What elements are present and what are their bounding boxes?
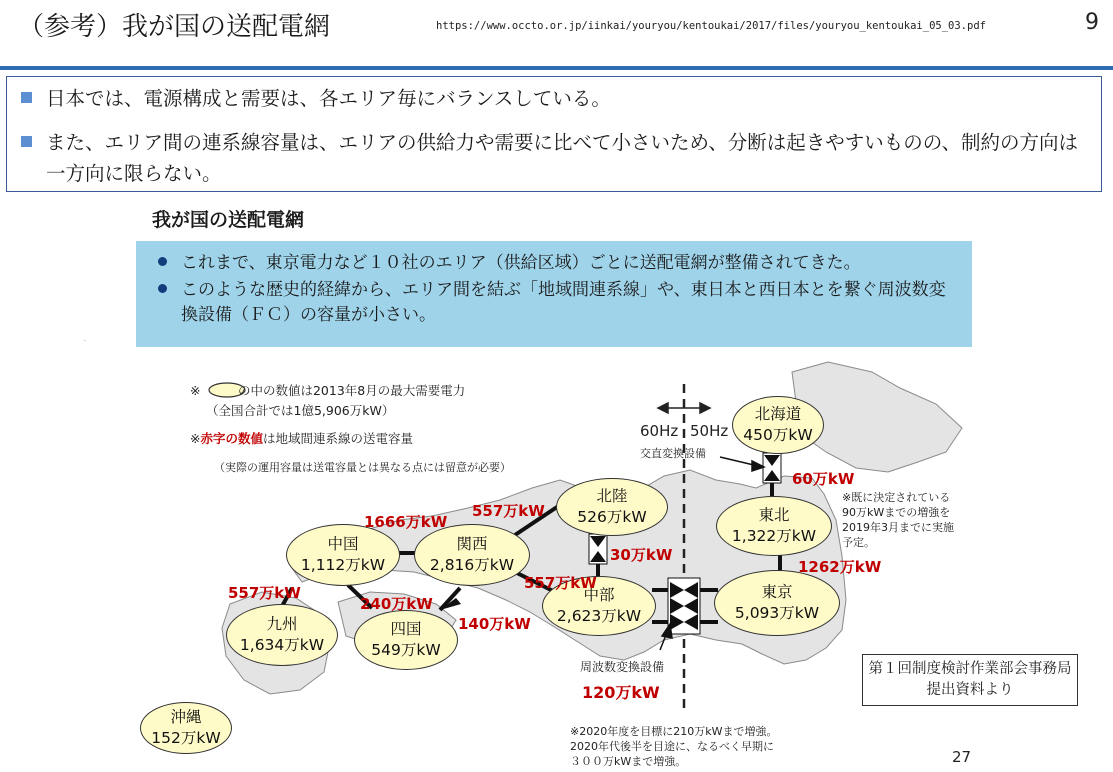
label-60hz: 60Hz <box>640 422 679 440</box>
capacity-chugoku-shikoku: 240万kW <box>360 595 433 613</box>
region-demand: 152万kW <box>151 729 221 747</box>
page-number: 9 <box>1085 10 1099 35</box>
hokkaido-note: ※既に決定されている90万kWまでの増強を2019年3月までに実施予定。 <box>842 491 954 549</box>
region-demand: 526万kW <box>577 508 647 526</box>
japan-map-outline <box>148 362 962 746</box>
region-name: 中部 <box>583 586 615 604</box>
region-hokkaido <box>732 396 824 454</box>
region-demand: 5,093万kW <box>734 604 820 622</box>
legend-note-4: （実際の運用容量は送電容量とは異なる点には留意が必要） <box>214 461 511 474</box>
region-name: 東北 <box>758 506 790 524</box>
region-chugoku <box>286 524 400 586</box>
capacity-fc: 120万kW <box>582 683 660 702</box>
legend-note-1: ※ の中の数値は2013年8月の最大需要電力 <box>190 383 466 398</box>
region-hokuriku <box>556 478 668 536</box>
region-name: 関西 <box>456 535 488 553</box>
region-demand: 1,634万kW <box>239 636 325 654</box>
region-demand: 549万kW <box>371 641 441 659</box>
region-name: 東京 <box>761 583 793 601</box>
capacity-hokkaido-tohoku: 60万kW <box>792 470 855 488</box>
inner-page-number: 27 <box>952 748 972 766</box>
fc-note: ※2020年度を目標に210万kWまで増強。2020年代後半を目途に、なるべく早期に３００万kWまで増強。 <box>570 725 778 768</box>
region-name: 北海道 <box>754 405 802 423</box>
capacity-chugoku-kansai: 1666万kW <box>364 513 448 531</box>
capacity-kansai-shikoku: 140万kW <box>458 615 531 633</box>
region-demand: 450万kW <box>743 426 813 444</box>
capacity-kansai-hokuriku: 557万kW <box>472 502 545 520</box>
region-name: 九州 <box>266 615 298 633</box>
label-50hz: 50Hz <box>690 422 729 440</box>
region-shikoku <box>354 610 458 670</box>
region-kyushu <box>226 604 338 666</box>
capacity-chugoku-kyushu: 557万kW <box>228 584 301 602</box>
capacity-kansai-chubu: 557万kW <box>524 574 597 592</box>
summary-bullet: また、エリア間の連系線容量は、エリアの供給力や需要に比べて小さいため、分断は起きやすいものの、制約の方向は一方向に限らない。 <box>21 127 1086 189</box>
legend-note-2: （全国合計では1億5,906万kW） <box>206 403 395 418</box>
region-tokyo <box>714 570 840 636</box>
region-name: 四国 <box>390 620 422 638</box>
info-bullet: これまで、東京電力など１０社のエリア（供給区域）ごとに送配電網が整備されてきた。 <box>158 251 951 276</box>
source-box: 第１回制度検討作業部会事務局提出資料より <box>862 654 1078 706</box>
dc-converter-label: 交直変換設備 <box>640 447 706 460</box>
tiny-mark: . <box>84 336 86 343</box>
capacity-hokuriku-chubu: 30万kW <box>610 546 673 564</box>
region-demand: 1,322万kW <box>731 527 817 545</box>
region-demand: 2,623万kW <box>556 607 642 625</box>
page-title: （参考）我が国の送配電網 <box>18 12 331 42</box>
source-url[interactable]: https://www.occto.or.jp/iinkai/youryou/kentoukai/2017/files/youryou_kentoukai_05_03.pdf <box>436 20 986 32</box>
legend-note-3: ※赤字の数値は地域間連系線の送電容量 <box>190 431 414 446</box>
region-name: 中国 <box>327 535 359 553</box>
figure-subtitle: 我が国の送配電網 <box>152 209 305 231</box>
region-demand: 2,816万kW <box>429 556 515 574</box>
region-tohoku <box>716 496 832 556</box>
fc-label: 周波数変換設備 <box>580 660 665 674</box>
region-name: 北陸 <box>596 487 628 505</box>
region-kansai <box>414 524 530 586</box>
info-bullet: このような歴史的経緯から、エリア間を結ぶ「地域間連系線」や、東日本と西日本とを繋ぐ周波数変換設備（ＦＣ）の容量が小さい。 <box>158 278 951 328</box>
capacity-tohoku-tokyo: 1262万kW <box>798 558 882 576</box>
summary-bullet: 日本では、電源構成と需要は、各エリア毎にバランスしている。 <box>21 83 1086 114</box>
region-name: 沖縄 <box>170 708 202 726</box>
region-okinawa <box>140 702 232 754</box>
region-demand: 1,112万kW <box>300 556 386 574</box>
